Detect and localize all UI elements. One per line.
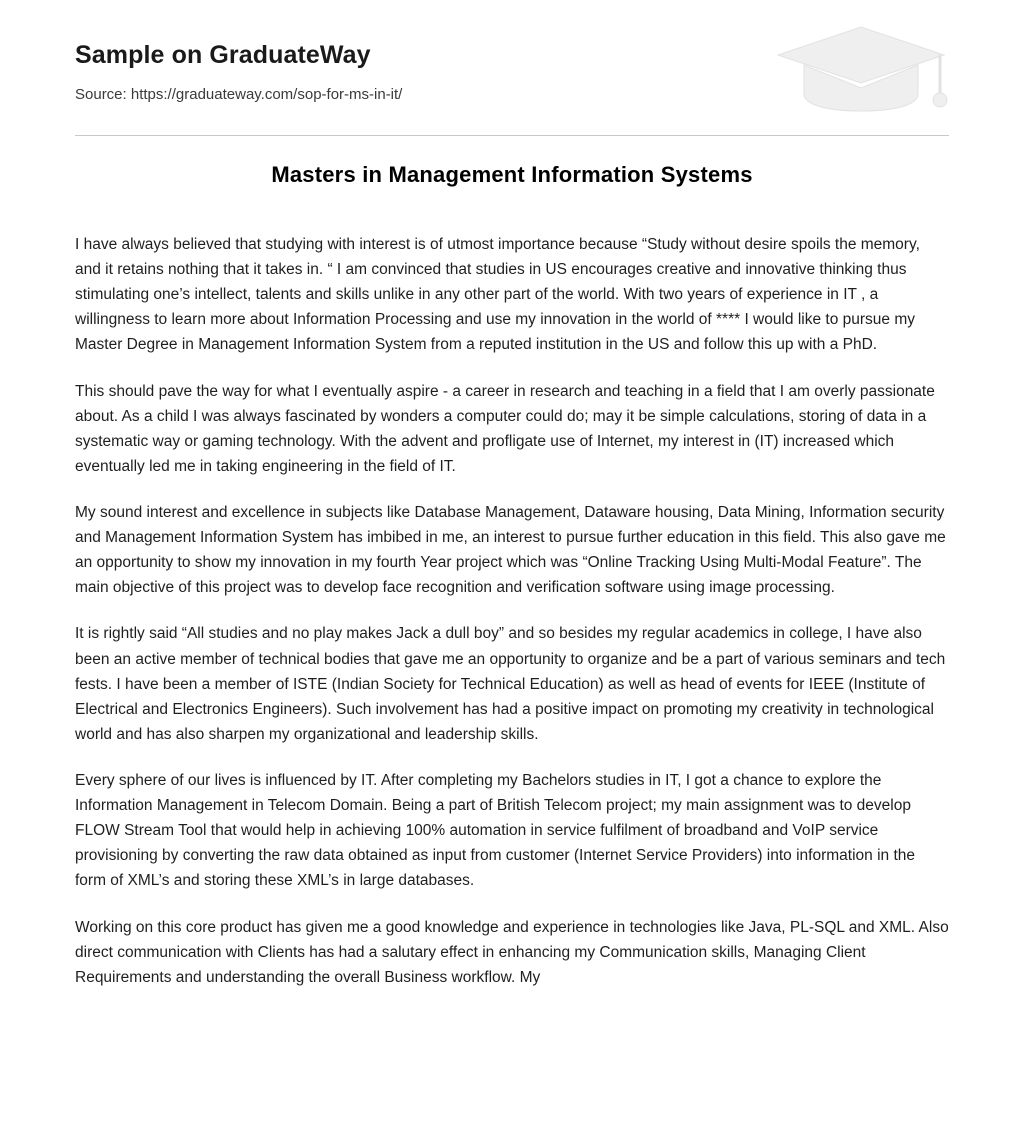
graduation-cap-icon [774,22,949,117]
paragraph: It is rightly said “All studies and no play makes Jack a dull boy” and so besides my regular academics in college, I have also been an active member of technical bodies that gave me an opportunity to organize and be a part of various seminars and tech fests. I have been a member of ISTE (Indian Society for Technical Education) as well as head of events for IEEE (Institute of Electrical and Electronics Engineers). Such involvement has had a positive impact on promoting my creativity in technological world and has also sharpen my organizational and leadership skills. [75,625,946,743]
source-url[interactable]: https://graduateway.com/sop-for-ms-in-it/ [130,86,403,103]
site-brand: Sample on GraduateWay [75,41,371,69]
document-body [75,232,949,990]
paragraph: This should pave the way for what I eventually aspire - a career in research and teaching in a field that I am overly passionate about. As a child I was always fascinated by wonders a computer could do; may it be simple calculations, storing of data in a systematic way or gaming technology. With the advent and profligate use of Internet, my interest in (IT) increased which eventually led me in taking engineering in the field of IT. [75,382,935,475]
header-divider [75,135,949,136]
page-title: Masters in Management Information Systems [271,162,753,187]
paragraph: I have always believed that studying with interest is of utmost importance because “Study without desire spoils the memory, and it retains nothing that it takes in. “ I am convinced that studies in US encourages creative and innovative thinking thus stimulating one’s intellect, talents and skills unlike in any other part of the world. With two years of experience in IT , a willingness to learn more about Information Processing and use my innovation in the world of **** I would like to pursue my Master Degree in Management Information System from a reputed institution in the US and follow this up with a PhD. [75,236,920,354]
source-label: Source: [75,86,127,103]
paragraph: My sound interest and excellence in subjects like Database Management, Dataware housing, Data Mining, Information security and Management Information System has imbibed in me, an interest to pursue further education in this field. This also gave me an opportunity to show my innovation in my fourth Year project which was “Online Tracking Using Multi-Modal Feature”. The main objective of this project was to develop face recognition and verification software using image processing. [75,503,946,597]
paragraph: Every sphere of our lives is influenced by IT. After completing my Bachelors studies in IT, I got a chance to explore the Information Management in Telecom Domain. Being a part of British Telecom project; my main assignment was to develop FLOW Stream Tool that would help in achieving 100% automation in service fulfilment of broadband and VoIP service provisioning by converting the raw data obtained as input from customer (Internet Service Providers) into information in the form of XML’s and storing these XML’s in large databases. [75,771,916,890]
paragraph: Working on this core product has given me a good knowledge and experience in technologies like Java, PL-SQL and XML. Also direct communication with Clients has had a salutary effect in enhancing my Communication skills, Managing Client Requirements and understanding the overall Business workflow. My [75,918,949,986]
page-header [75,0,949,110]
